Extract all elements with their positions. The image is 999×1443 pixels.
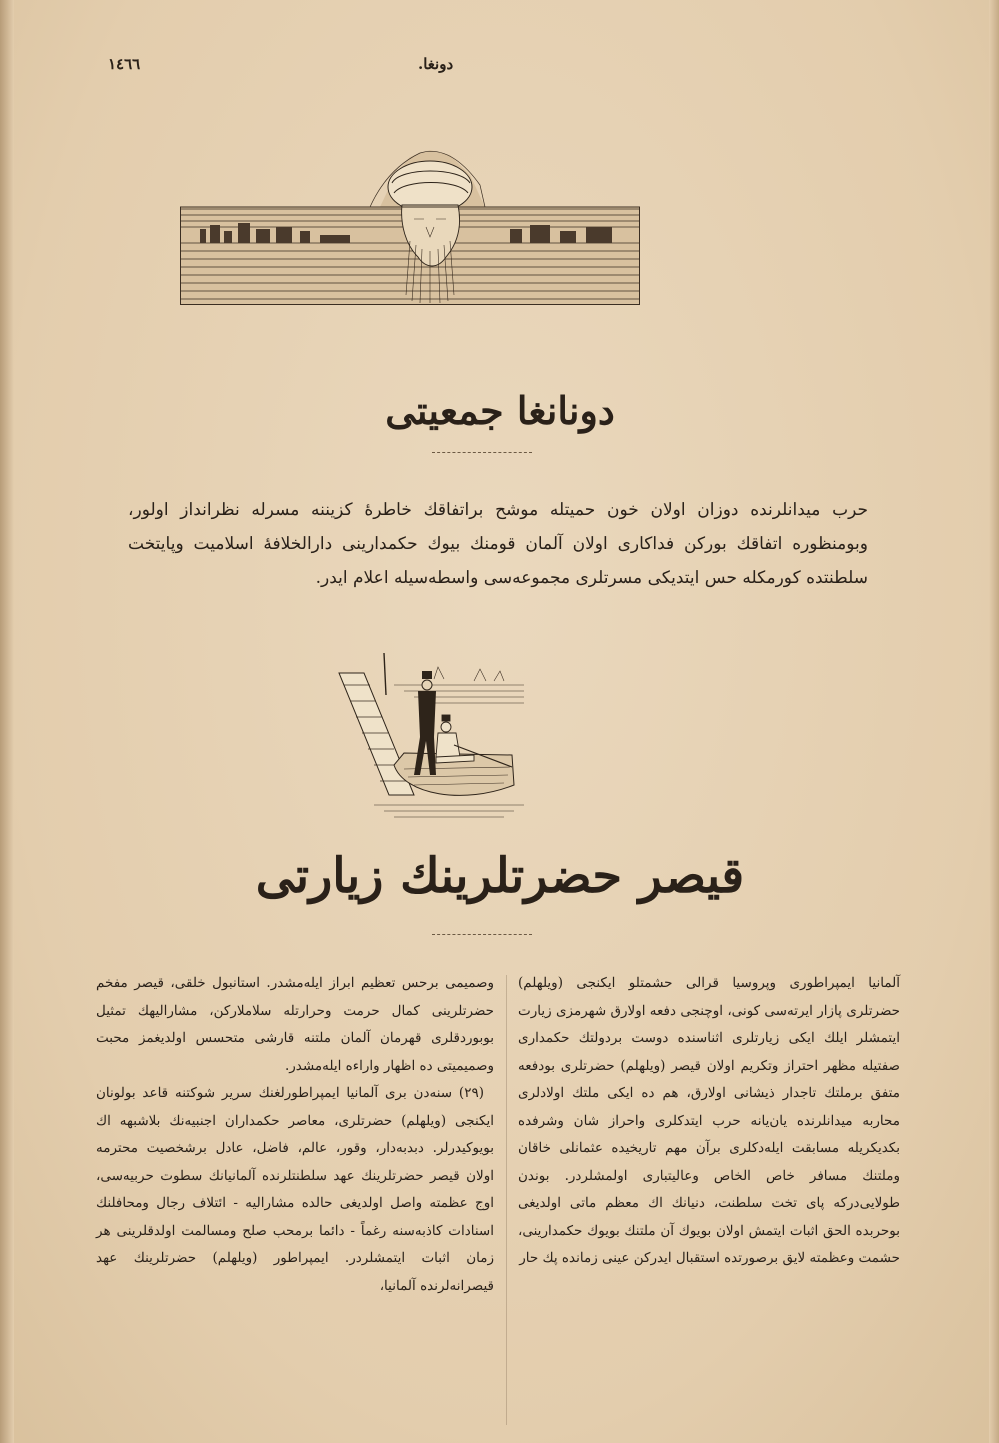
page-number: ١٤٦٦ bbox=[108, 55, 141, 73]
column-left-paragraph-1: وصميمى برحس تعظيم ابراز ايله‌مشدر. استانبول خلقى، قيصر مفخم حضرتلرينى كمال حرمت وحرارتله سلاملاركن، مشارالیهك تمثيل بوبوردقلرى قهرمان آلمان ملتنه قارشى متحسس اولديغمز محبت وصميميتى ده اظهار واراءه ايله‌مشدر. bbox=[96, 975, 494, 1074]
page-edge-left bbox=[0, 0, 14, 1443]
column-divider bbox=[506, 975, 507, 1425]
title-divider-2 bbox=[432, 934, 532, 935]
article-column-right bbox=[518, 970, 900, 1273]
running-title: دونغا. bbox=[418, 55, 454, 73]
column-right-paragraph: آلمانيا ايمپراطورى وپروسيا قرالى حشمتلو ايكنجى (ويلهلم) حضرتلرى پازار ايرته‌سى كونى، اوچنجى دفعه اولارق شهرمزى زيارت ايتمشلر ايلك ايكى زيارتلرى اثناسنده دوست بردولتك حكمدارى صفتيله مظهر احتراز وتكريم اولان قيصر (ويلهلم) حضرتلرى بودفعه متفق برملتك تاجدار ذيشانى اولارق، هم ده ايكى ملتك اولادلرى محاربه ميدانلرنده يان‌يانه حرب ايتدكلرى واحراز شان وشرفده بكديكريله مسابقت ايله‌دكلرى برآن مهم تاريخيده عثمانلى خاقان وملتنك مسافر خاص الخاص وعاليتبارى اولمشلردر. بوندن طولايى‌درکه پاى تخت سلطنت، دنيانك اك معظم ماتى اولديغى بوحربده الحق اثبات ايتمش اولان بويوك آن ملتنك بويوك حكمدارينى، حشمت وعظمته لايق برصورتده استقبال ايدركن عينى زمانده پك حار bbox=[518, 975, 900, 1266]
article-title-kaiser-visit: قيصر حضرتلرينك زيارتى bbox=[255, 848, 745, 904]
engraving-portrait-harbor bbox=[180, 145, 640, 305]
page-edge-right bbox=[989, 0, 999, 1443]
intro-paragraph: حرب ميدانلرنده دوزان اولان خون حميتله موشح براتفاقك خاطرهٔ كزيننه مسرله نظرانداز اولور، وبومنظوره اتفاقك بوركن فداكارى اولان آلمان قومنك بيوك حكمدارينى دارالخلافهٔ اسلاميت وپايتخت سلطنتده كورمكله حس ايتديكى مسرتلرى مجموعه‌سى واسطه‌سيله اعلام ايدر. bbox=[128, 500, 868, 588]
engraving-boat-scene bbox=[334, 645, 524, 820]
column-left-paragraph-2: (۲۹) سنه‌دن برى آلمانيا ايمپراطورلغنك سرير شوكتنه قاعد بولونان ايكنجى (ويلهلم) حضرتلرى، معاصر حكمداران اجنبيه‌نك بلاشبهه اك بويوكيدرلر. دبدبه‌دار، وقور، عالم، فاضل، عادل برشخصيت محترمه اولان قيصر حضرتلرينك عهد سلطنتلرنده آلمانيانك سطوت حربيه‌سى، اوج عظمته واصل اولديغى حالده مشاراليه - ائتلاف رجال ومحافلنك اسنادات كاذبه‌سنه رغماً - دائما برمحب صلح ومسالمت اولدقلرينى هر زمان اثبات ايتمشلردر. ايمپراطور (ويلهلم) حضرتلرينك عهد قيصرانه‌لرنده آلمانيا، bbox=[96, 1085, 494, 1294]
title-divider-1 bbox=[432, 452, 532, 453]
article-title-fleet-society: دونانغا جمعيتى bbox=[385, 388, 615, 433]
article-column-left bbox=[96, 970, 494, 1300]
